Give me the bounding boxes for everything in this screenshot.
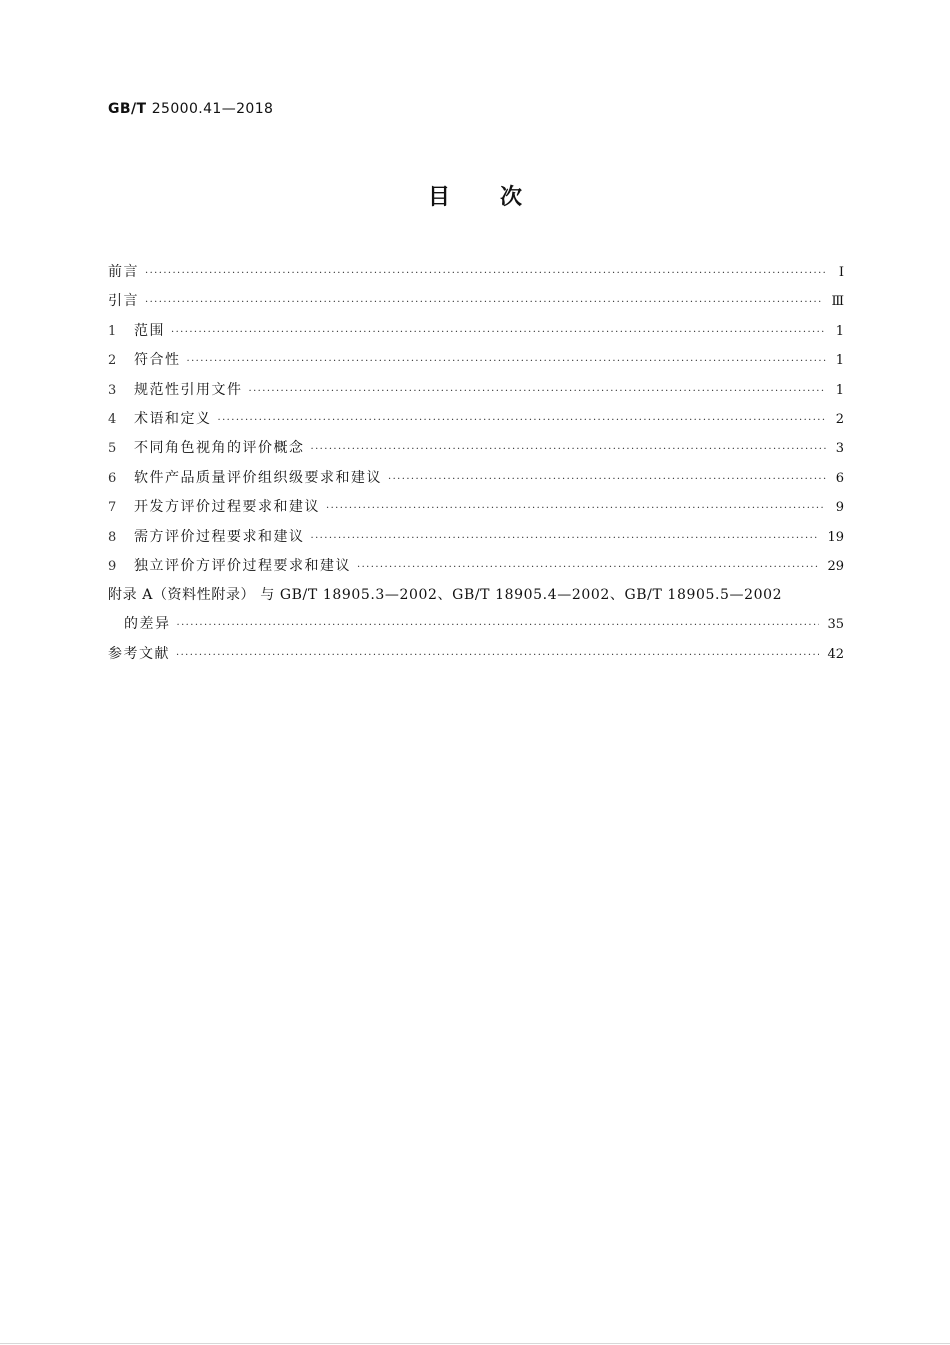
toc-leader — [249, 377, 827, 406]
standard-prefix: GB/T — [108, 101, 147, 117]
standard-code — [108, 101, 273, 117]
toc-entry-4[interactable] — [108, 405, 844, 434]
toc-label: 前言 — [108, 264, 139, 280]
toc-leader — [145, 259, 826, 288]
standard-number: 25000.41—2018 — [151, 101, 274, 117]
table-of-contents — [108, 258, 844, 669]
toc-number: 9 — [108, 558, 117, 574]
toc-label: 独立评价方评价过程要求和建议 — [134, 557, 351, 574]
toc-page: Ⅲ — [831, 294, 844, 310]
toc-leader — [177, 611, 820, 640]
toc-label: 引言 — [108, 293, 139, 310]
toc-label-annex-line1: 附录 A（资料性附录） 与 GB/T 18905.3—2002、GB/T 18905.4—2002、GB/T 18905.5—2002 — [108, 587, 783, 604]
toc-leader — [311, 524, 820, 553]
toc-leader — [388, 465, 826, 494]
toc-page: 1 — [835, 353, 844, 369]
page-edge-divider — [0, 1343, 950, 1344]
toc-entry-5[interactable] — [108, 434, 844, 463]
toc-number: 4 — [108, 411, 117, 427]
toc-label: 参考文献 — [108, 645, 170, 662]
toc-leader — [171, 318, 826, 347]
toc-entry-1[interactable] — [108, 317, 844, 346]
toc-number: 1 — [108, 323, 117, 339]
toc-page: 3 — [835, 441, 844, 457]
toc-number: 2 — [108, 353, 117, 369]
toc-leader — [311, 435, 827, 464]
toc-label: 范围 — [134, 322, 165, 339]
toc-page: 1 — [835, 382, 844, 398]
toc-label: 术语和定义 — [134, 410, 212, 427]
toc-page: 1 — [835, 323, 844, 339]
toc-page: 19 — [827, 529, 844, 545]
toc-page: 35 — [827, 617, 844, 633]
toc-leader — [357, 553, 819, 582]
toc-page: 2 — [835, 411, 844, 427]
toc-entry-8[interactable] — [108, 523, 844, 552]
toc-entry-introduction[interactable] — [108, 287, 844, 316]
toc-number: 7 — [108, 500, 117, 516]
toc-entry-6[interactable] — [108, 464, 844, 493]
toc-entry-3[interactable] — [108, 376, 844, 405]
toc-label: 不同角色视角的评价概念 — [134, 440, 305, 457]
toc-entry-2[interactable] — [108, 346, 844, 375]
toc-number: 5 — [108, 441, 117, 457]
toc-leader — [145, 288, 823, 317]
toc-entry-7[interactable] — [108, 493, 844, 522]
toc-leader — [326, 494, 826, 523]
toc-label-annex-line2: 的差异 — [124, 616, 171, 633]
toc-number: 8 — [108, 529, 117, 545]
toc-leader — [187, 347, 827, 376]
toc-leader — [218, 406, 827, 435]
toc-entry-9[interactable] — [108, 552, 844, 581]
toc-page: 42 — [827, 646, 844, 662]
toc-page: Ⅰ — [838, 265, 844, 280]
toc-leader — [176, 641, 819, 670]
toc-label: 开发方评价过程要求和建议 — [134, 499, 320, 516]
toc-page: 6 — [835, 470, 844, 486]
toc-entry-foreword[interactable] — [108, 258, 844, 287]
toc-page: 9 — [835, 500, 844, 516]
toc-page: 29 — [827, 558, 844, 574]
toc-label: 软件产品质量评价组织级要求和建议 — [134, 469, 382, 486]
toc-number: 3 — [108, 382, 117, 398]
toc-label: 符合性 — [134, 352, 181, 369]
page-title: 目次 — [427, 185, 572, 210]
toc-entry-references[interactable] — [108, 640, 844, 669]
toc-number: 6 — [108, 470, 117, 486]
toc-entry-annex-a[interactable] — [108, 581, 844, 639]
toc-label: 规范性引用文件 — [134, 381, 243, 398]
toc-label: 需方评价过程要求和建议 — [134, 528, 305, 545]
